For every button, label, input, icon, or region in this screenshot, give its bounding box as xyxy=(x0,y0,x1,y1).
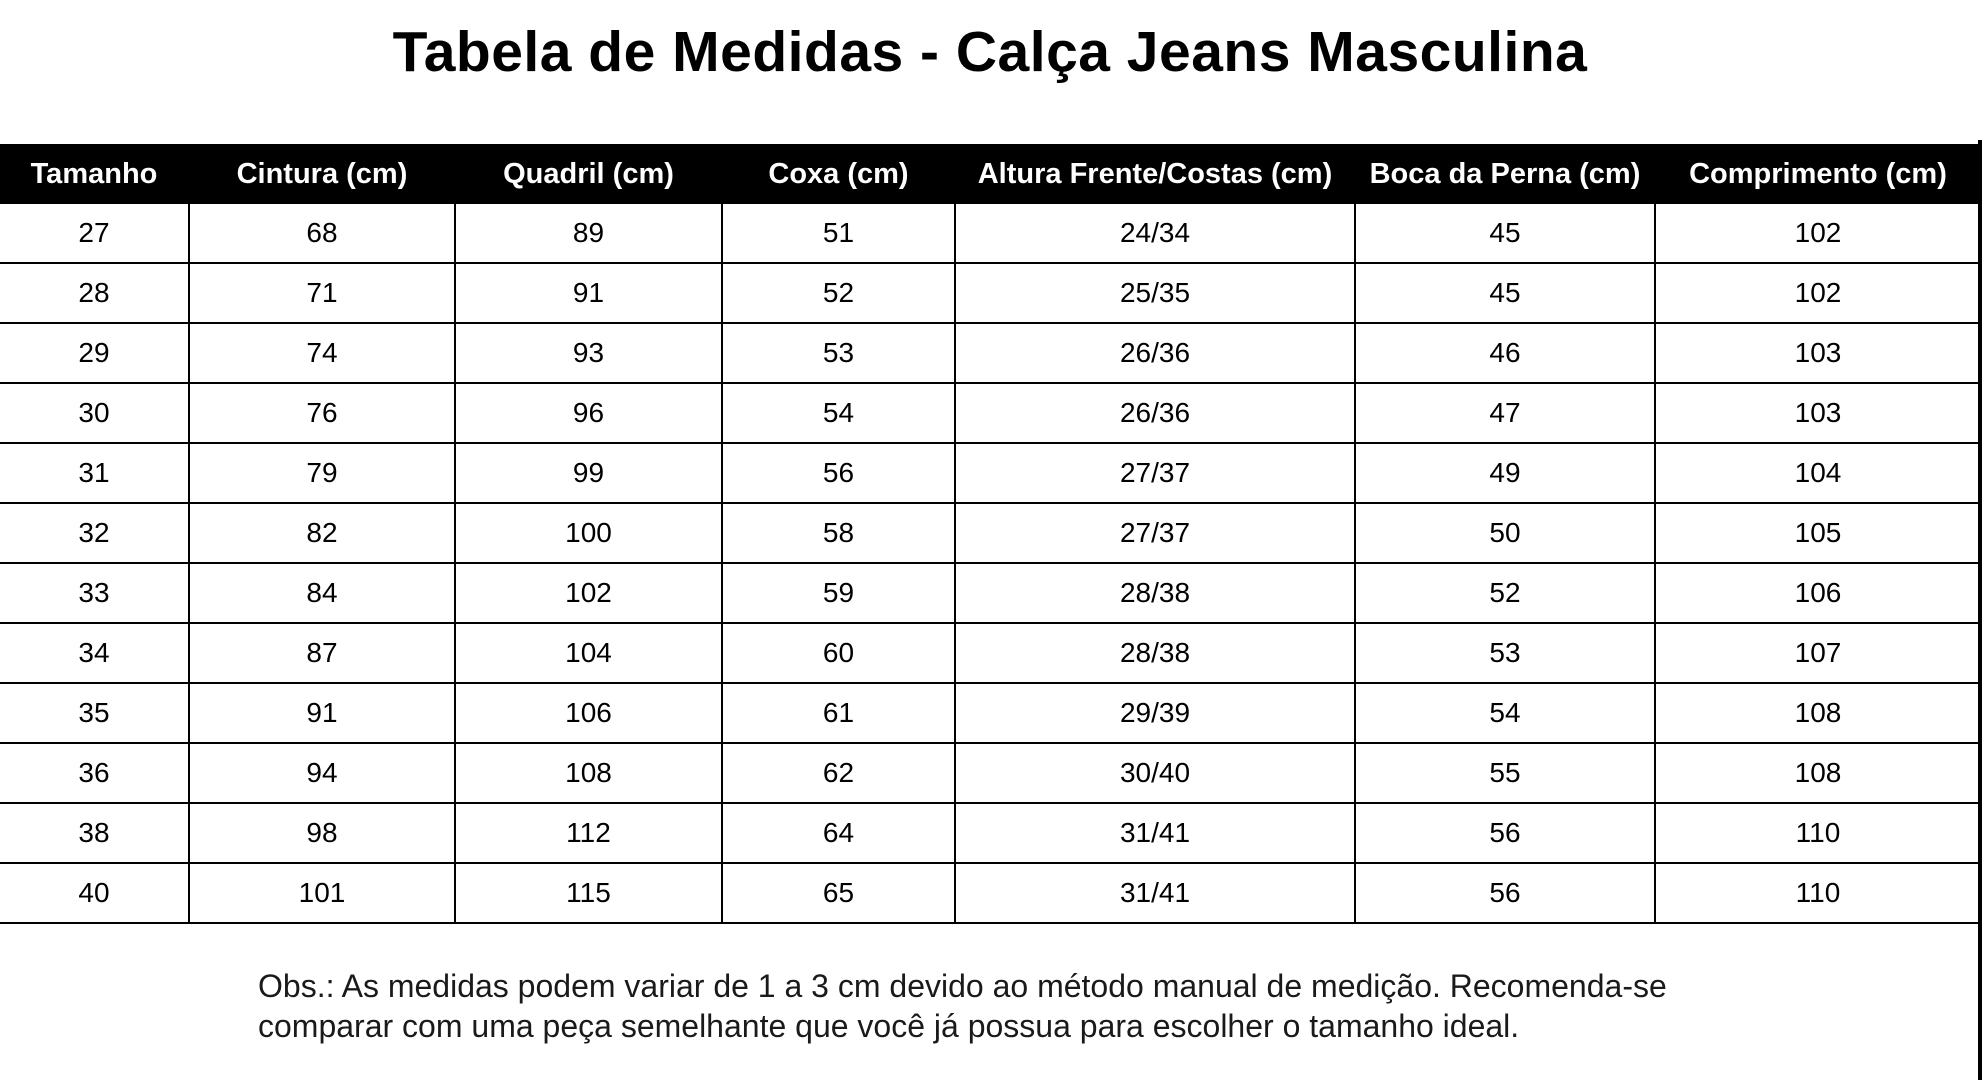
table-cell: 102 xyxy=(1655,204,1980,263)
table-cell: 24/34 xyxy=(955,204,1355,263)
column-header: Cintura (cm) xyxy=(189,144,455,204)
table-cell: 55 xyxy=(1355,743,1655,803)
table-cell: 108 xyxy=(455,743,722,803)
table-cell: 53 xyxy=(1355,623,1655,683)
table-cell: 49 xyxy=(1355,443,1655,503)
size-table xyxy=(0,144,1980,924)
table-row xyxy=(0,323,1980,383)
table-cell: 96 xyxy=(455,383,722,443)
table-cell: 51 xyxy=(722,204,955,263)
table-cell: 106 xyxy=(455,683,722,743)
table-cell: 103 xyxy=(1655,323,1980,383)
table-cell: 115 xyxy=(455,863,722,923)
table-cell: 29/39 xyxy=(955,683,1355,743)
table-cell: 30 xyxy=(0,383,189,443)
table-cell: 35 xyxy=(0,683,189,743)
table-cell: 26/36 xyxy=(955,323,1355,383)
table-cell: 56 xyxy=(722,443,955,503)
table-cell: 102 xyxy=(1655,263,1980,323)
table-cell: 56 xyxy=(1355,803,1655,863)
table-row xyxy=(0,683,1980,743)
table-cell: 104 xyxy=(455,623,722,683)
note-line-1: Obs.: As medidas podem variar de 1 a 3 cm devido ao método manual de medição. Recomenda-se xyxy=(258,968,1667,1004)
page-title: Tabela de Medidas - Calça Jeans Masculina xyxy=(392,20,1588,84)
table-cell: 108 xyxy=(1655,743,1980,803)
table-cell: 112 xyxy=(455,803,722,863)
table-cell: 60 xyxy=(722,623,955,683)
table-cell: 107 xyxy=(1655,623,1980,683)
table-cell: 50 xyxy=(1355,503,1655,563)
column-header: Quadril (cm) xyxy=(455,144,722,204)
table-cell: 31/41 xyxy=(955,803,1355,863)
table-cell: 74 xyxy=(189,323,455,383)
column-header: Boca da Perna (cm) xyxy=(1355,144,1655,204)
table-cell: 33 xyxy=(0,563,189,623)
table-cell: 53 xyxy=(722,323,955,383)
table-cell: 79 xyxy=(189,443,455,503)
table-cell: 65 xyxy=(722,863,955,923)
table-row xyxy=(0,803,1980,863)
table-cell: 82 xyxy=(189,503,455,563)
table-cell: 27 xyxy=(0,204,189,263)
table-cell: 76 xyxy=(189,383,455,443)
table-row xyxy=(0,743,1980,803)
table-cell: 68 xyxy=(189,204,455,263)
table-cell: 29 xyxy=(0,323,189,383)
table-cell: 89 xyxy=(455,204,722,263)
table-cell: 32 xyxy=(0,503,189,563)
table-cell: 101 xyxy=(189,863,455,923)
table-cell: 27/37 xyxy=(955,503,1355,563)
table-body xyxy=(0,204,1980,923)
table-cell: 110 xyxy=(1655,803,1980,863)
table-cell: 54 xyxy=(1355,683,1655,743)
table-cell: 28 xyxy=(0,263,189,323)
note-line-2: comparar com uma peça semelhante que você já possua para escolher o tamanho ideal. xyxy=(258,1008,1520,1044)
table-cell: 59 xyxy=(722,563,955,623)
table-cell: 36 xyxy=(0,743,189,803)
table-cell: 45 xyxy=(1355,204,1655,263)
table-cell: 102 xyxy=(455,563,722,623)
table-cell: 106 xyxy=(1655,563,1980,623)
table-cell: 47 xyxy=(1355,383,1655,443)
table-cell: 105 xyxy=(1655,503,1980,563)
table-row xyxy=(0,263,1980,323)
table-cell: 64 xyxy=(722,803,955,863)
table-cell: 94 xyxy=(189,743,455,803)
table-cell: 56 xyxy=(1355,863,1655,923)
table-cell: 71 xyxy=(189,263,455,323)
note-text xyxy=(258,966,1858,1046)
table-cell: 26/36 xyxy=(955,383,1355,443)
table-cell: 45 xyxy=(1355,263,1655,323)
table-cell: 28/38 xyxy=(955,563,1355,623)
table-cell: 61 xyxy=(722,683,955,743)
column-header: Coxa (cm) xyxy=(722,144,955,204)
table-cell: 28/38 xyxy=(955,623,1355,683)
table-cell: 31 xyxy=(0,443,189,503)
table-cell: 87 xyxy=(189,623,455,683)
table-cell: 98 xyxy=(189,803,455,863)
table-row xyxy=(0,204,1980,263)
table-cell: 52 xyxy=(722,263,955,323)
table-cell: 52 xyxy=(1355,563,1655,623)
table-cell: 58 xyxy=(722,503,955,563)
table-row xyxy=(0,563,1980,623)
column-header: Altura Frente/Costas (cm) xyxy=(955,144,1355,204)
table-row xyxy=(0,503,1980,563)
table-cell: 27/37 xyxy=(955,443,1355,503)
table-cell: 93 xyxy=(455,323,722,383)
table-row xyxy=(0,863,1980,923)
table-right-border xyxy=(1978,140,1982,1080)
column-header: Tamanho xyxy=(0,144,189,204)
table-cell: 103 xyxy=(1655,383,1980,443)
header-row xyxy=(0,144,1980,204)
table-cell: 91 xyxy=(189,683,455,743)
table-row xyxy=(0,383,1980,443)
table-row xyxy=(0,623,1980,683)
table-cell: 31/41 xyxy=(955,863,1355,923)
table-cell: 54 xyxy=(722,383,955,443)
table-cell: 30/40 xyxy=(955,743,1355,803)
table-cell: 46 xyxy=(1355,323,1655,383)
table-cell: 38 xyxy=(0,803,189,863)
table-row xyxy=(0,443,1980,503)
table-cell: 34 xyxy=(0,623,189,683)
column-header: Comprimento (cm) xyxy=(1655,144,1980,204)
table-header xyxy=(0,144,1980,204)
table-cell: 108 xyxy=(1655,683,1980,743)
table-cell: 84 xyxy=(189,563,455,623)
table-cell: 25/35 xyxy=(955,263,1355,323)
table-cell: 91 xyxy=(455,263,722,323)
table-cell: 100 xyxy=(455,503,722,563)
table-cell: 62 xyxy=(722,743,955,803)
table-cell: 40 xyxy=(0,863,189,923)
table-cell: 99 xyxy=(455,443,722,503)
table-cell: 110 xyxy=(1655,863,1980,923)
table-cell: 104 xyxy=(1655,443,1980,503)
